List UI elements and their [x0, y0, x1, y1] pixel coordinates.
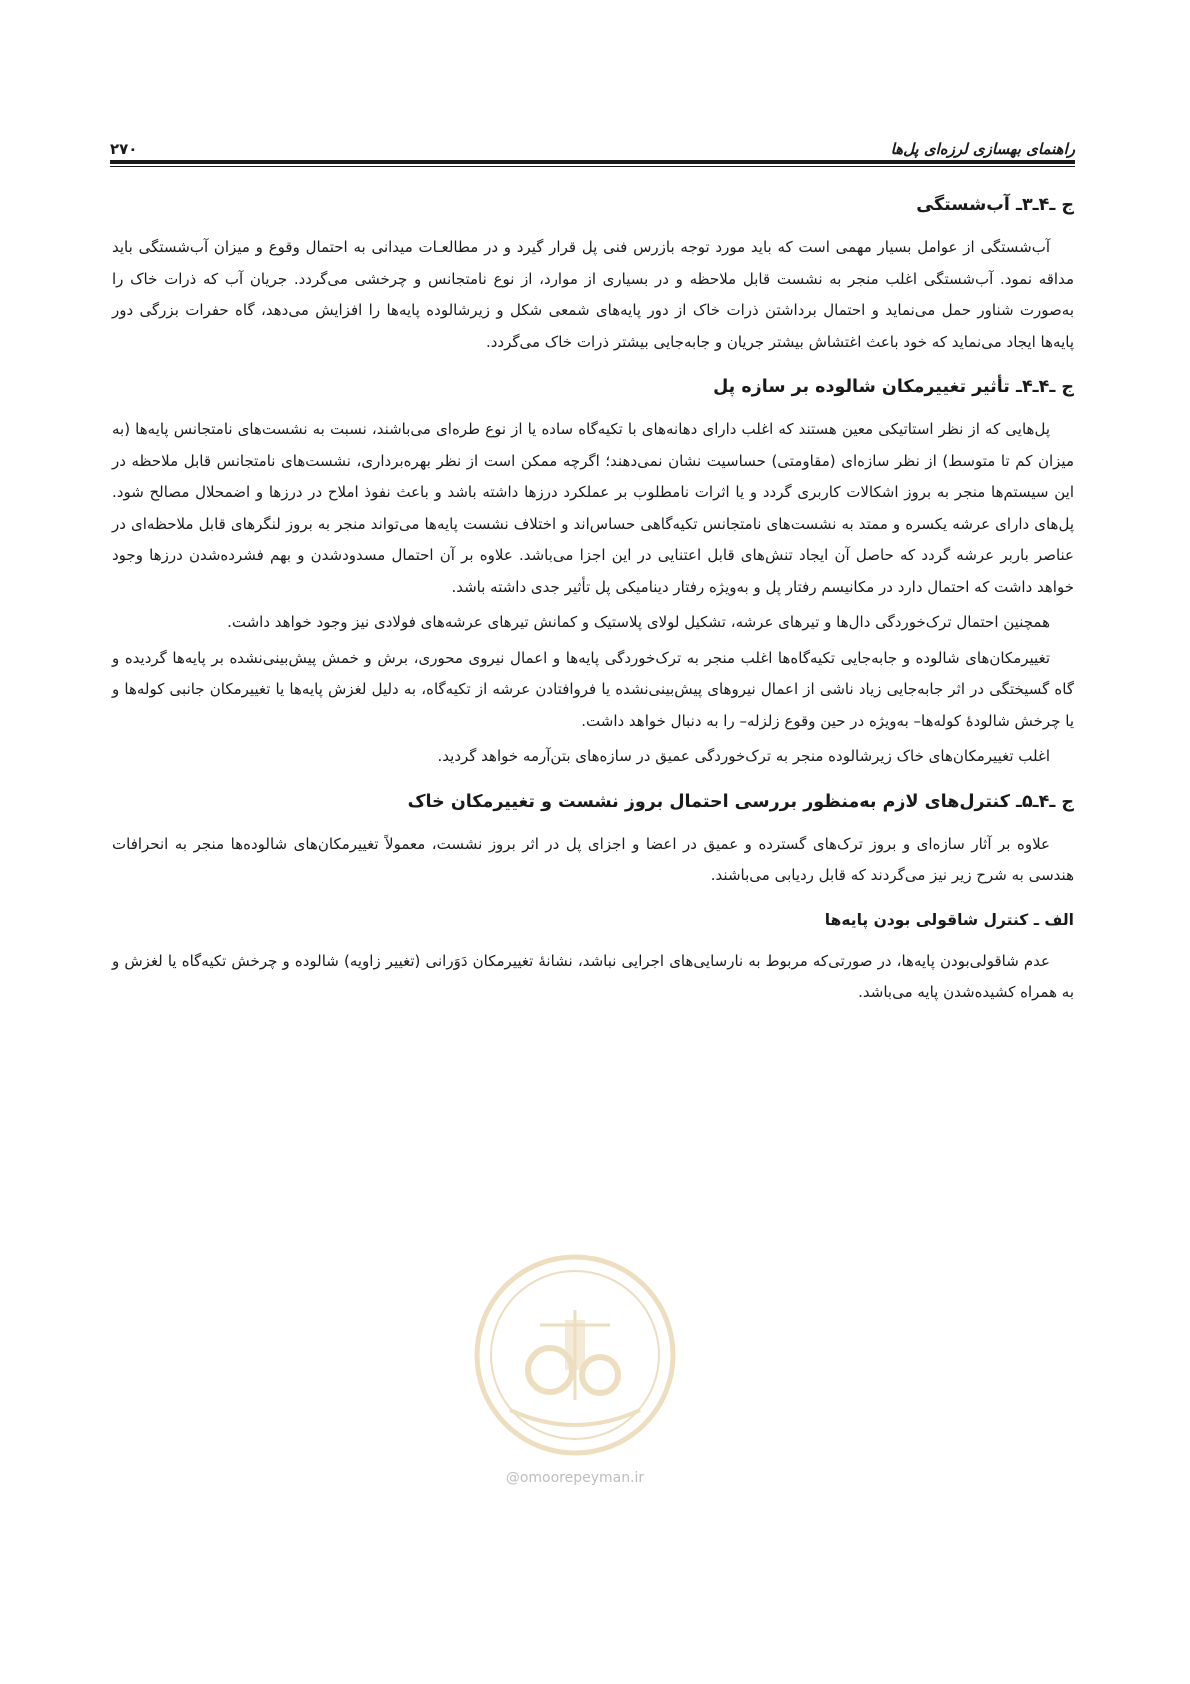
section-controls — [112, 787, 1074, 892]
paragraph: آب‌شستگی از عوامل بسیار مهمی است که باید مورد توجه بازرس فنی پل قرار گیرد و در مطالعـات میدانی به احتمال وقوع و میزان آب‌شستگی باید مداقه نمود. آب‌شستگی اغلب منجر به نشست قابل ملاحظه و در بسیاری از موارد، از نوع نامتجانس و چرخشی می‌گردد. جریان آب که ذرات خاک را به‌صورت شناور حمل می‌نماید و احتمال برداشتن ذرات خاک از دور پایه‌های شمعی شکل و زیرشالوده پایه‌ها را افزایش می‌دهد، گاه حفرات بزرگی دور پایه‌ها ایجاد می‌نماید که خود باعث اغتشاش بیشتر جریان و جابه‌جایی بیشتر ذرات خاک می‌گردد. — [112, 238, 1074, 351]
section-heading: ج ـ۴ـ۵ـ کنترل‌های لازم به‌منظور بررسی احتمال بروز نشست و تغییرمکان خاک — [407, 791, 1074, 812]
body-content — [112, 190, 1074, 1009]
paragraph: همچنین احتمال ترک‌خوردگی دال‌ها و تیرهای عرشه، تشکیل لولای پلاستیک و کمانش تیرهای عرشه‌های فولادی نیز وجود خواهد داشت. — [227, 613, 1050, 631]
page-header — [110, 122, 1075, 158]
subsection-plumb-check — [112, 906, 1074, 1009]
paragraph: اغلب تغییرمکان‌های خاک زیرشالوده منجر به ترک‌خوردگی عمیق در سازه‌های بتن‌آرمه خواهد گردید. — [437, 747, 1050, 765]
running-title: راهنمای بهسازی لرزه‌ای پل‌ها — [890, 140, 1075, 158]
subsection-heading: الف ـ کنترل شاقولی بودن پایه‌ها — [824, 910, 1074, 929]
section-foundation-displacement — [112, 372, 1074, 773]
paragraph: تغییرمکان‌های شالوده و جابه‌جایی تکیه‌گاه‌ها اغلب منجر به ترک‌خوردگی پایه‌ها و اعمال نیروی محوری، برش و خمش پیش‌بینی‌نشده بر پایه‌ها گردیده و گاه گسیختگی در اثر جابه‌جایی زیاد ناشی از اعمال نیروهای پیش‌بینی‌نشده یا فروافتادن عرشه از تکیه‌گاه، به دلیل لغزش پایه‌ها یا تغییرمکان جانبی کوله‌ها و یا چرخش شالودهٔ کوله‌ها– به‌ویژه در حین وقوع زلزله– را به دنبال خواهد داشت. — [112, 648, 1074, 730]
paragraph: پل‌هایی که از نظر استاتیکی معین هستند که اغلب دارای دهانه‌های با تکیه‌گاه ساده یا از نوع طره‌ای می‌باشند، نسبت به نشست‌های نامتجانس پایه‌ها (به میزان کم تا متوسط) از نظر سازه‌ای (مقاومتی) حساسیت نشان نمی‌دهند؛ اگرچه ممکن است از نظر بهره‌برداری، نشست‌های نامتجانس قابل ملاحظه در این سیستم‌ها منجر به بروز اشکالات کاربری گردد و یا اثرات نامطلوب بر عملکرد درزها داشته باشد و باعث نفوذ املاح در درزها و اضمحلال مصالح شود. پل‌های دارای عرشه یکسره و ممتد به نشست‌های نامتجانس تکیه‌گاهی حساس‌اند و اختلاف نشست پایه‌ها می‌تواند منجر به بروز لنگرهای قابل ملاحظه‌ای در عناصر باربر عرشه گردد که حاصل آن ایجاد تنش‌های قابل اعتنایی در این اجزا می‌باشد. علاوه بر آن احتمال مسدودشدن و بهم فشرده‌شدن درزها وجود خواهد داشت که احتمال دارد در مکانیسم رفتار پل و به‌ویژه رفتار دینامیکی پل تأثیر جدی داشته باشد. — [112, 420, 1074, 596]
header-rule-thin — [110, 166, 1075, 167]
header-rule — [110, 160, 1075, 164]
page-number: ۲۷۰ — [110, 140, 138, 158]
section-heading: ج ـ۴ـ۴ـ تأثیر تغییرمکان شالوده بر سازه پل — [713, 377, 1074, 397]
section-heading: ج ـ۴ـ۳ـ آب‌شستگی — [916, 195, 1074, 215]
watermark-seal-icon — [470, 1250, 680, 1460]
paragraph: علاوه بر آثار سازه‌ای و بروز ترک‌های گسترده و عمیق در اعضا و اجزای پل در اثر بروز نشست، معمولاً تغییرمکان‌های شالوده‌ها منجر به انحرافات هندسی به شرح زیر نیز می‌گردند که قابل ردیابی می‌باشند. — [112, 834, 1074, 884]
section-scour — [112, 190, 1074, 358]
watermark-url: @omoorepeyman.ir — [505, 1470, 645, 1486]
paragraph: عدم شاقولی‌بودن پایه‌ها، در صورتی‌که مربوط به نارسایی‌های اجرایی نباشد، نشانهٔ تغییرمکان دَوَرانی (تغییر زاویه) شالوده و چرخش تکیه‌گاه یا لغزش و به همراه کشیده‌شدن پایه می‌باشد. — [112, 951, 1074, 1001]
